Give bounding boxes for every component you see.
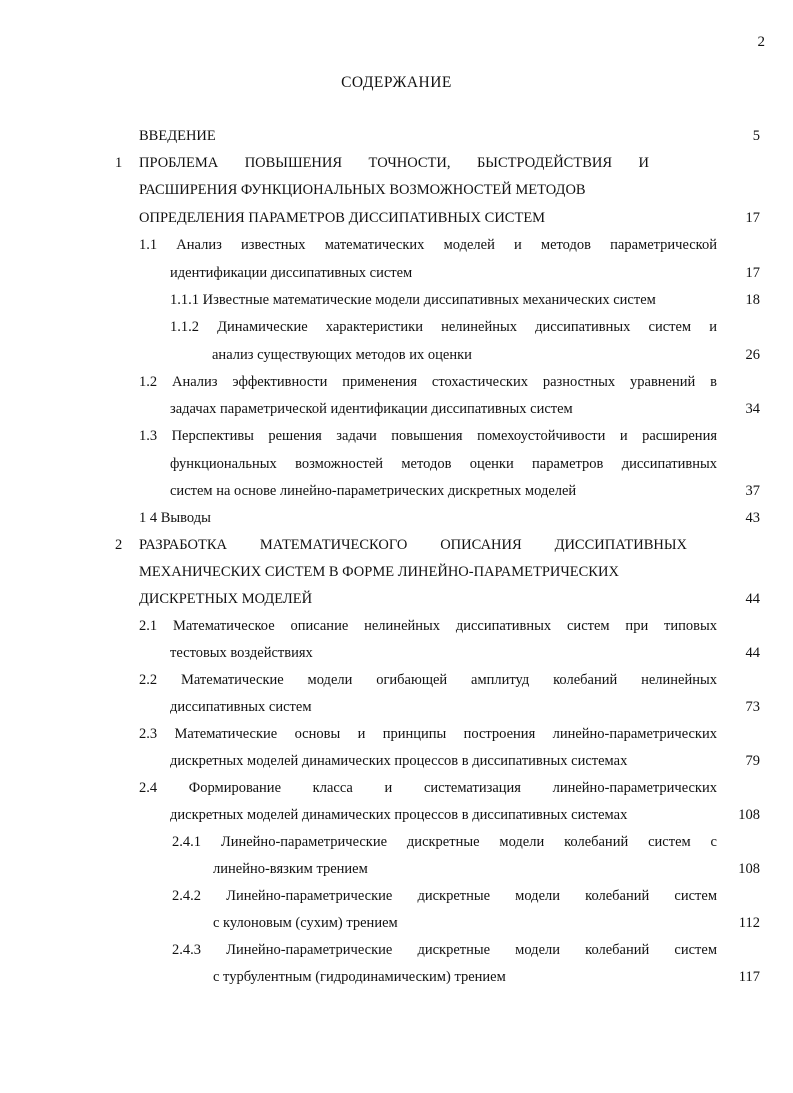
- toc-entry-text: 2.4.2 Линейно-параметрические дискретные модели колебаний систем: [172, 888, 717, 904]
- toc-entry-text: 2.4 Формирование класса и систематизация линейно-параметрических: [139, 780, 717, 796]
- toc-chapter-number: 2: [115, 537, 123, 553]
- toc-entry-text: 1.3 Перспективы решения задачи повышения помехоустойчивости и расширения: [139, 428, 717, 444]
- toc-entry-text: с кулоновым (сухим) трением: [213, 915, 398, 931]
- toc-entry-page: 43: [745, 510, 760, 526]
- toc-entry-text: 1 4 Выводы: [139, 510, 211, 526]
- page-number: 2: [757, 34, 765, 50]
- toc-entry-page: 79: [745, 753, 760, 769]
- toc-entry-text: РАЗРАБОТКА МАТЕМАТИЧЕСКОГО ОПИСАНИЯ ДИССИПАТИВНЫХ: [139, 537, 687, 553]
- toc-entry-text: с турбулентным (гидродинамическим) трением: [213, 969, 506, 985]
- toc-entry-text: ОПРЕДЕЛЕНИЯ ПАРАМЕТРОВ ДИССИПАТИВНЫХ СИСТЕМ: [139, 210, 546, 226]
- toc-entry-text: 1.1.2 Динамические характеристики нелинейных диссипативных систем и: [170, 319, 717, 335]
- toc-entry-text: 2.4.3 Линейно-параметрические дискретные модели колебаний систем: [172, 942, 717, 958]
- toc-entry-text: дискретных моделей динамических процессов в диссипативных системах: [170, 753, 628, 769]
- toc-entry-page: 17: [745, 265, 760, 281]
- toc-entry-text: 2.1 Математическое описание нелинейных диссипативных систем при типовых: [139, 618, 717, 634]
- toc-entry-text: 2.2 Математические модели огибающей амплитуд колебаний нелинейных: [139, 672, 717, 688]
- toc-entry-page: 44: [745, 591, 760, 607]
- toc-entry-text: задачах параметрической идентификации диссипативных систем: [170, 401, 573, 417]
- toc-entry-text: 1.2 Анализ эффективности применения стохастических разностных уравнений в: [139, 374, 717, 390]
- toc-entry-text: анализ существующих методов их оценки: [212, 347, 472, 363]
- toc-entry-page: 26: [745, 347, 760, 363]
- toc-entry-text: диссипативных систем: [170, 699, 312, 715]
- toc-entry-text: систем на основе линейно-параметрических дискретных моделей: [170, 483, 577, 499]
- toc-entry-text: идентификации диссипативных систем: [170, 265, 413, 281]
- toc-chapter-number: 1: [115, 155, 123, 171]
- toc-entry-page: 108: [738, 807, 760, 823]
- toc-entry-page: 18: [745, 292, 760, 308]
- toc-entry-text: 1.1 Анализ известных математических моделей и методов параметрической: [139, 237, 717, 253]
- toc-entry-text: ДИСКРЕТНЫХ МОДЕЛЕЙ: [139, 591, 313, 607]
- toc-entry-page: 37: [745, 483, 760, 499]
- toc-entry-text: функциональных возможностей методов оценки параметров диссипативных: [170, 456, 717, 472]
- toc-entry-text: 2.3 Математические основы и принципы построения линейно-параметрических: [139, 726, 717, 742]
- toc-entry-text: 2.4.1 Линейно-параметрические дискретные модели колебаний систем с: [172, 834, 717, 850]
- toc-entry-text: ВВЕДЕНИЕ: [139, 128, 216, 144]
- toc-entry-page: 108: [738, 861, 760, 877]
- toc-entry-page: 73: [745, 699, 760, 715]
- toc-entry-text: тестовых воздействиях: [170, 645, 313, 661]
- toc-entry-page: 5: [752, 128, 760, 144]
- page-title: СОДЕРЖАНИЕ: [341, 74, 452, 91]
- toc-entry-text: линейно-вязким трением: [213, 861, 368, 877]
- toc-entry-page: 112: [738, 915, 760, 931]
- toc-entry-text: МЕХАНИЧЕСКИХ СИСТЕМ В ФОРМЕ ЛИНЕЙНО-ПАРАМЕТРИЧЕСКИХ: [139, 564, 619, 580]
- toc-entry-text: ПРОБЛЕМА ПОВЫШЕНИЯ ТОЧНОСТИ, БЫСТРОДЕЙСТВИЯ И: [139, 155, 649, 171]
- toc-entry-text: дискретных моделей динамических процессов в диссипативных системах: [170, 807, 628, 823]
- toc-entry-page: 17: [745, 210, 760, 226]
- toc-entry-page: 117: [738, 969, 760, 985]
- toc-entry-page: 34: [745, 401, 760, 417]
- toc-entry-text: 1.1.1 Известные математические модели диссипативных механических систем: [170, 292, 656, 308]
- toc-entry-text: РАСШИРЕНИЯ ФУНКЦИОНАЛЬНЫХ ВОЗМОЖНОСТЕЙ МЕТОДОВ: [139, 182, 586, 198]
- toc-entry-page: 44: [745, 645, 760, 661]
